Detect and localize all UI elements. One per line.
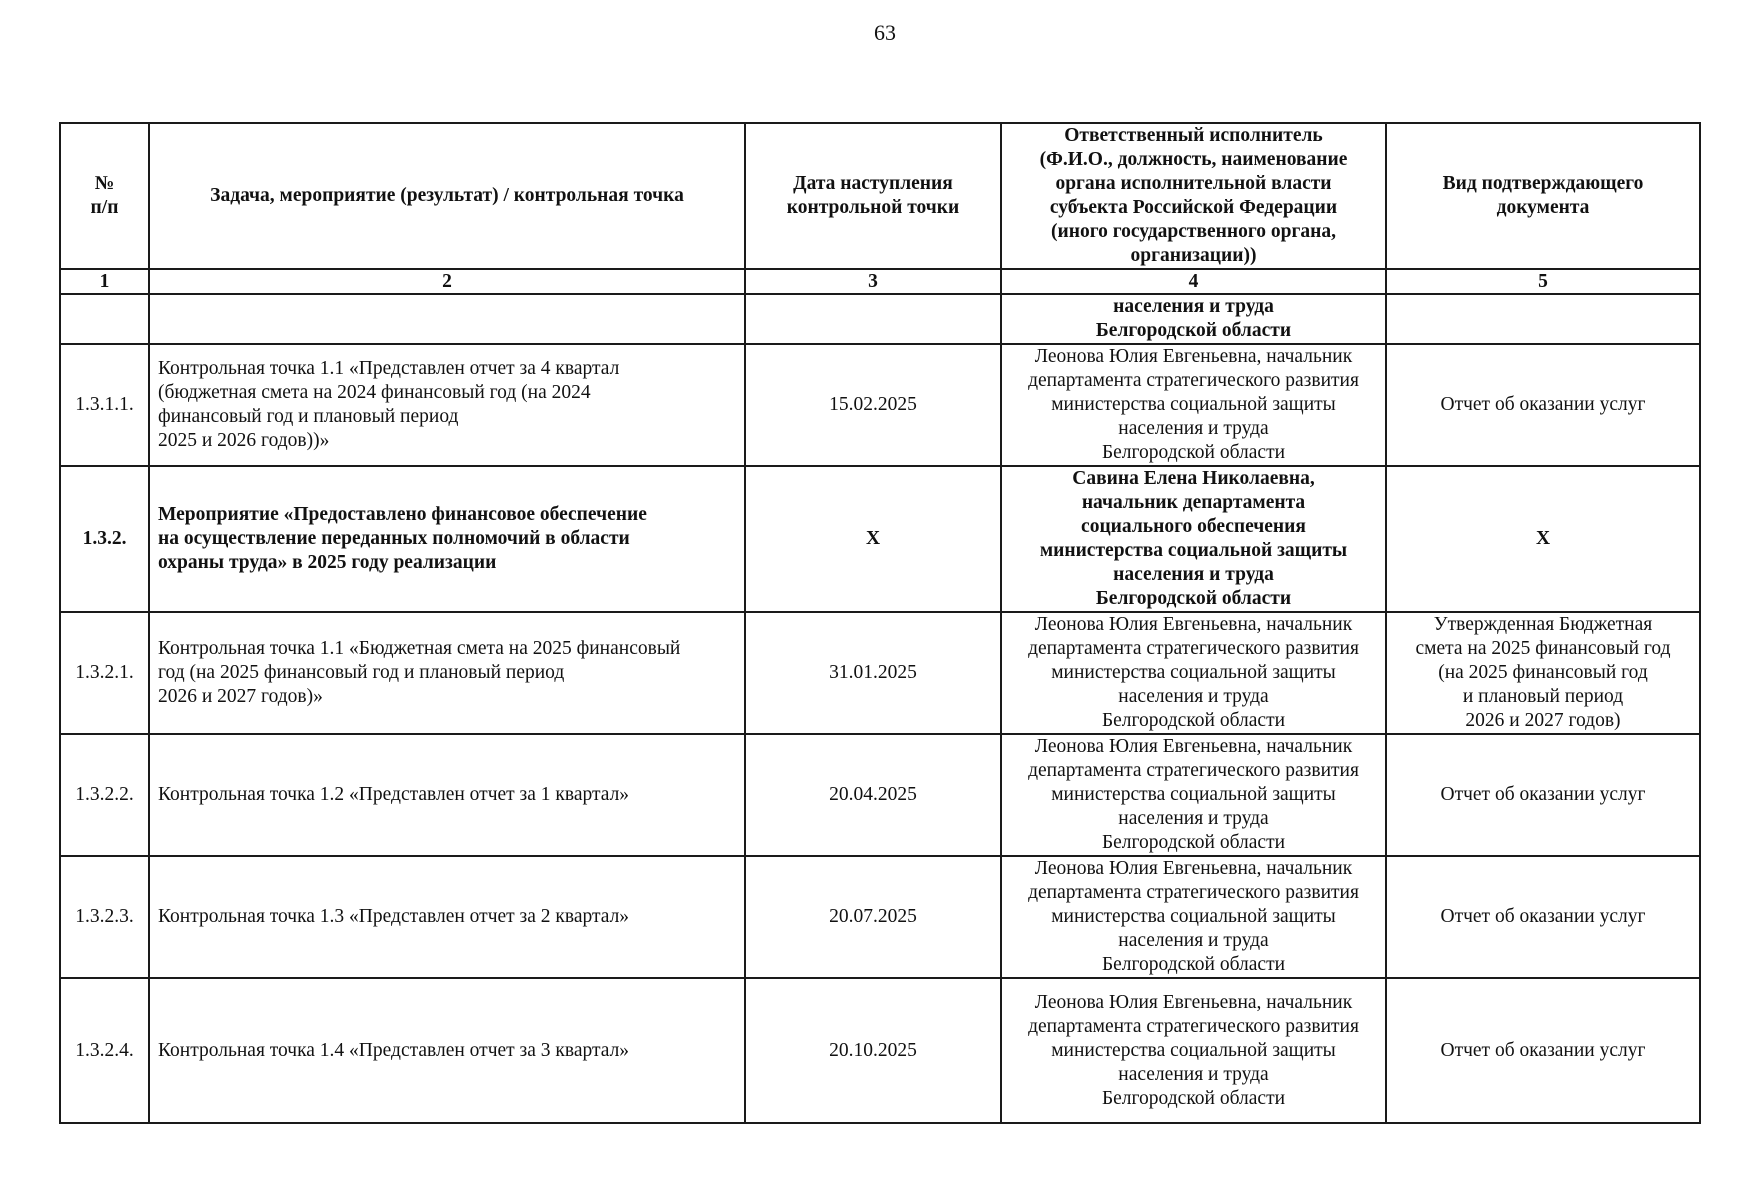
row-document: Отчет об оказании услуг [1386, 344, 1700, 466]
column-number: 5 [1386, 269, 1700, 294]
row-task: Контрольная точка 1.1 «Представлен отчет за 4 квартал (бюджетная смета на 2024 финансовый год (на 2024 финансовый год и плановый период 2025 и 2026 годов))» [149, 344, 745, 466]
row-responsible: Савина Елена Николаевна, начальник департамента социального обеспечения министерства социальной защиты населения и труда Белгородской области [1001, 466, 1386, 612]
row-task: Контрольная точка 1.3 «Представлен отчет за 2 квартал» [149, 856, 745, 978]
row-date: 20.04.2025 [745, 734, 1001, 856]
header-document: Вид подтверждающего документа [1386, 123, 1700, 269]
page-number: 63 [874, 20, 896, 45]
column-number: 4 [1001, 269, 1386, 294]
row-responsible: Леонова Юлия Евгеньевна, начальник департамента стратегического развития министерства социальной защиты населения и труда Белгородской области [1001, 612, 1386, 734]
row-task: Контрольная точка 1.1 «Бюджетная смета на 2025 финансовый год (на 2025 финансовый год и плановый период 2026 и 2027 годов)» [149, 612, 745, 734]
row-number: 1.3.2.1. [60, 612, 149, 734]
row-responsible: Леонова Юлия Евгеньевна, начальник департамента стратегического развития министерства социальной защиты населения и труда Белгородской области [1001, 344, 1386, 466]
row-responsible: Леонова Юлия Евгеньевна, начальник департамента стратегического развития министерства социальной защиты населения и труда Белгородской области [1001, 734, 1386, 856]
row-document: Отчет об оказании услуг [1386, 856, 1700, 978]
row-date: 15.02.2025 [745, 344, 1001, 466]
row-document: Утвержденная Бюджетная смета на 2025 финансовый год (на 2025 финансовый год и плановый период 2026 и 2027 годов) [1386, 612, 1700, 734]
control-points-table [59, 122, 1701, 1124]
column-number: 3 [745, 269, 1001, 294]
continuation-responsible: населения и труда Белгородской области [1001, 294, 1386, 344]
row-responsible: Леонова Юлия Евгеньевна, начальник департамента стратегического развития министерства социальной защиты населения и труда Белгородской области [1001, 978, 1386, 1123]
table-row [60, 612, 1700, 734]
column-number: 2 [149, 269, 745, 294]
table-row [60, 344, 1700, 466]
table-cell-empty [60, 294, 149, 344]
column-number: 1 [60, 269, 149, 294]
table-cell-empty [149, 294, 745, 344]
row-document: X [1386, 466, 1700, 612]
table-row [60, 734, 1700, 856]
header-row [60, 123, 1700, 269]
header-task: Задача, мероприятие (результат) / контрольная точка [149, 123, 745, 269]
row-date: X [745, 466, 1001, 612]
row-task: Контрольная точка 1.2 «Представлен отчет за 1 квартал» [149, 734, 745, 856]
row-number: 1.3.2.2. [60, 734, 149, 856]
continuation-row [60, 294, 1700, 344]
row-number: 1.3.1.1. [60, 344, 149, 466]
table-row [60, 856, 1700, 978]
header-date: Дата наступления контрольной точки [745, 123, 1001, 269]
row-task: Контрольная точка 1.4 «Представлен отчет за 3 квартал» [149, 978, 745, 1123]
table-cell-empty [1386, 294, 1700, 344]
row-date: 20.07.2025 [745, 856, 1001, 978]
table-cell-empty [745, 294, 1001, 344]
row-number: 1.3.2.3. [60, 856, 149, 978]
table-row [60, 466, 1700, 612]
table-row [60, 978, 1700, 1123]
column-number-row [60, 269, 1700, 294]
row-document: Отчет об оказании услуг [1386, 734, 1700, 856]
header-num: № п/п [60, 123, 149, 269]
row-number: 1.3.2. [60, 466, 149, 612]
row-date: 31.01.2025 [745, 612, 1001, 734]
row-task: Мероприятие «Предоставлено финансовое обеспечение на осуществление переданных полномочий в области охраны труда» в 2025 году реализации [149, 466, 745, 612]
row-responsible: Леонова Юлия Евгеньевна, начальник департамента стратегического развития министерства социальной защиты населения и труда Белгородской области [1001, 856, 1386, 978]
header-responsible: Ответственный исполнитель (Ф.И.О., должность, наименование органа исполнительной власти субъекта Российской Федерации (иного государственного органа, организации)) [1001, 123, 1386, 269]
row-document: Отчет об оказании услуг [1386, 978, 1700, 1123]
row-date: 20.10.2025 [745, 978, 1001, 1123]
row-number: 1.3.2.4. [60, 978, 149, 1123]
